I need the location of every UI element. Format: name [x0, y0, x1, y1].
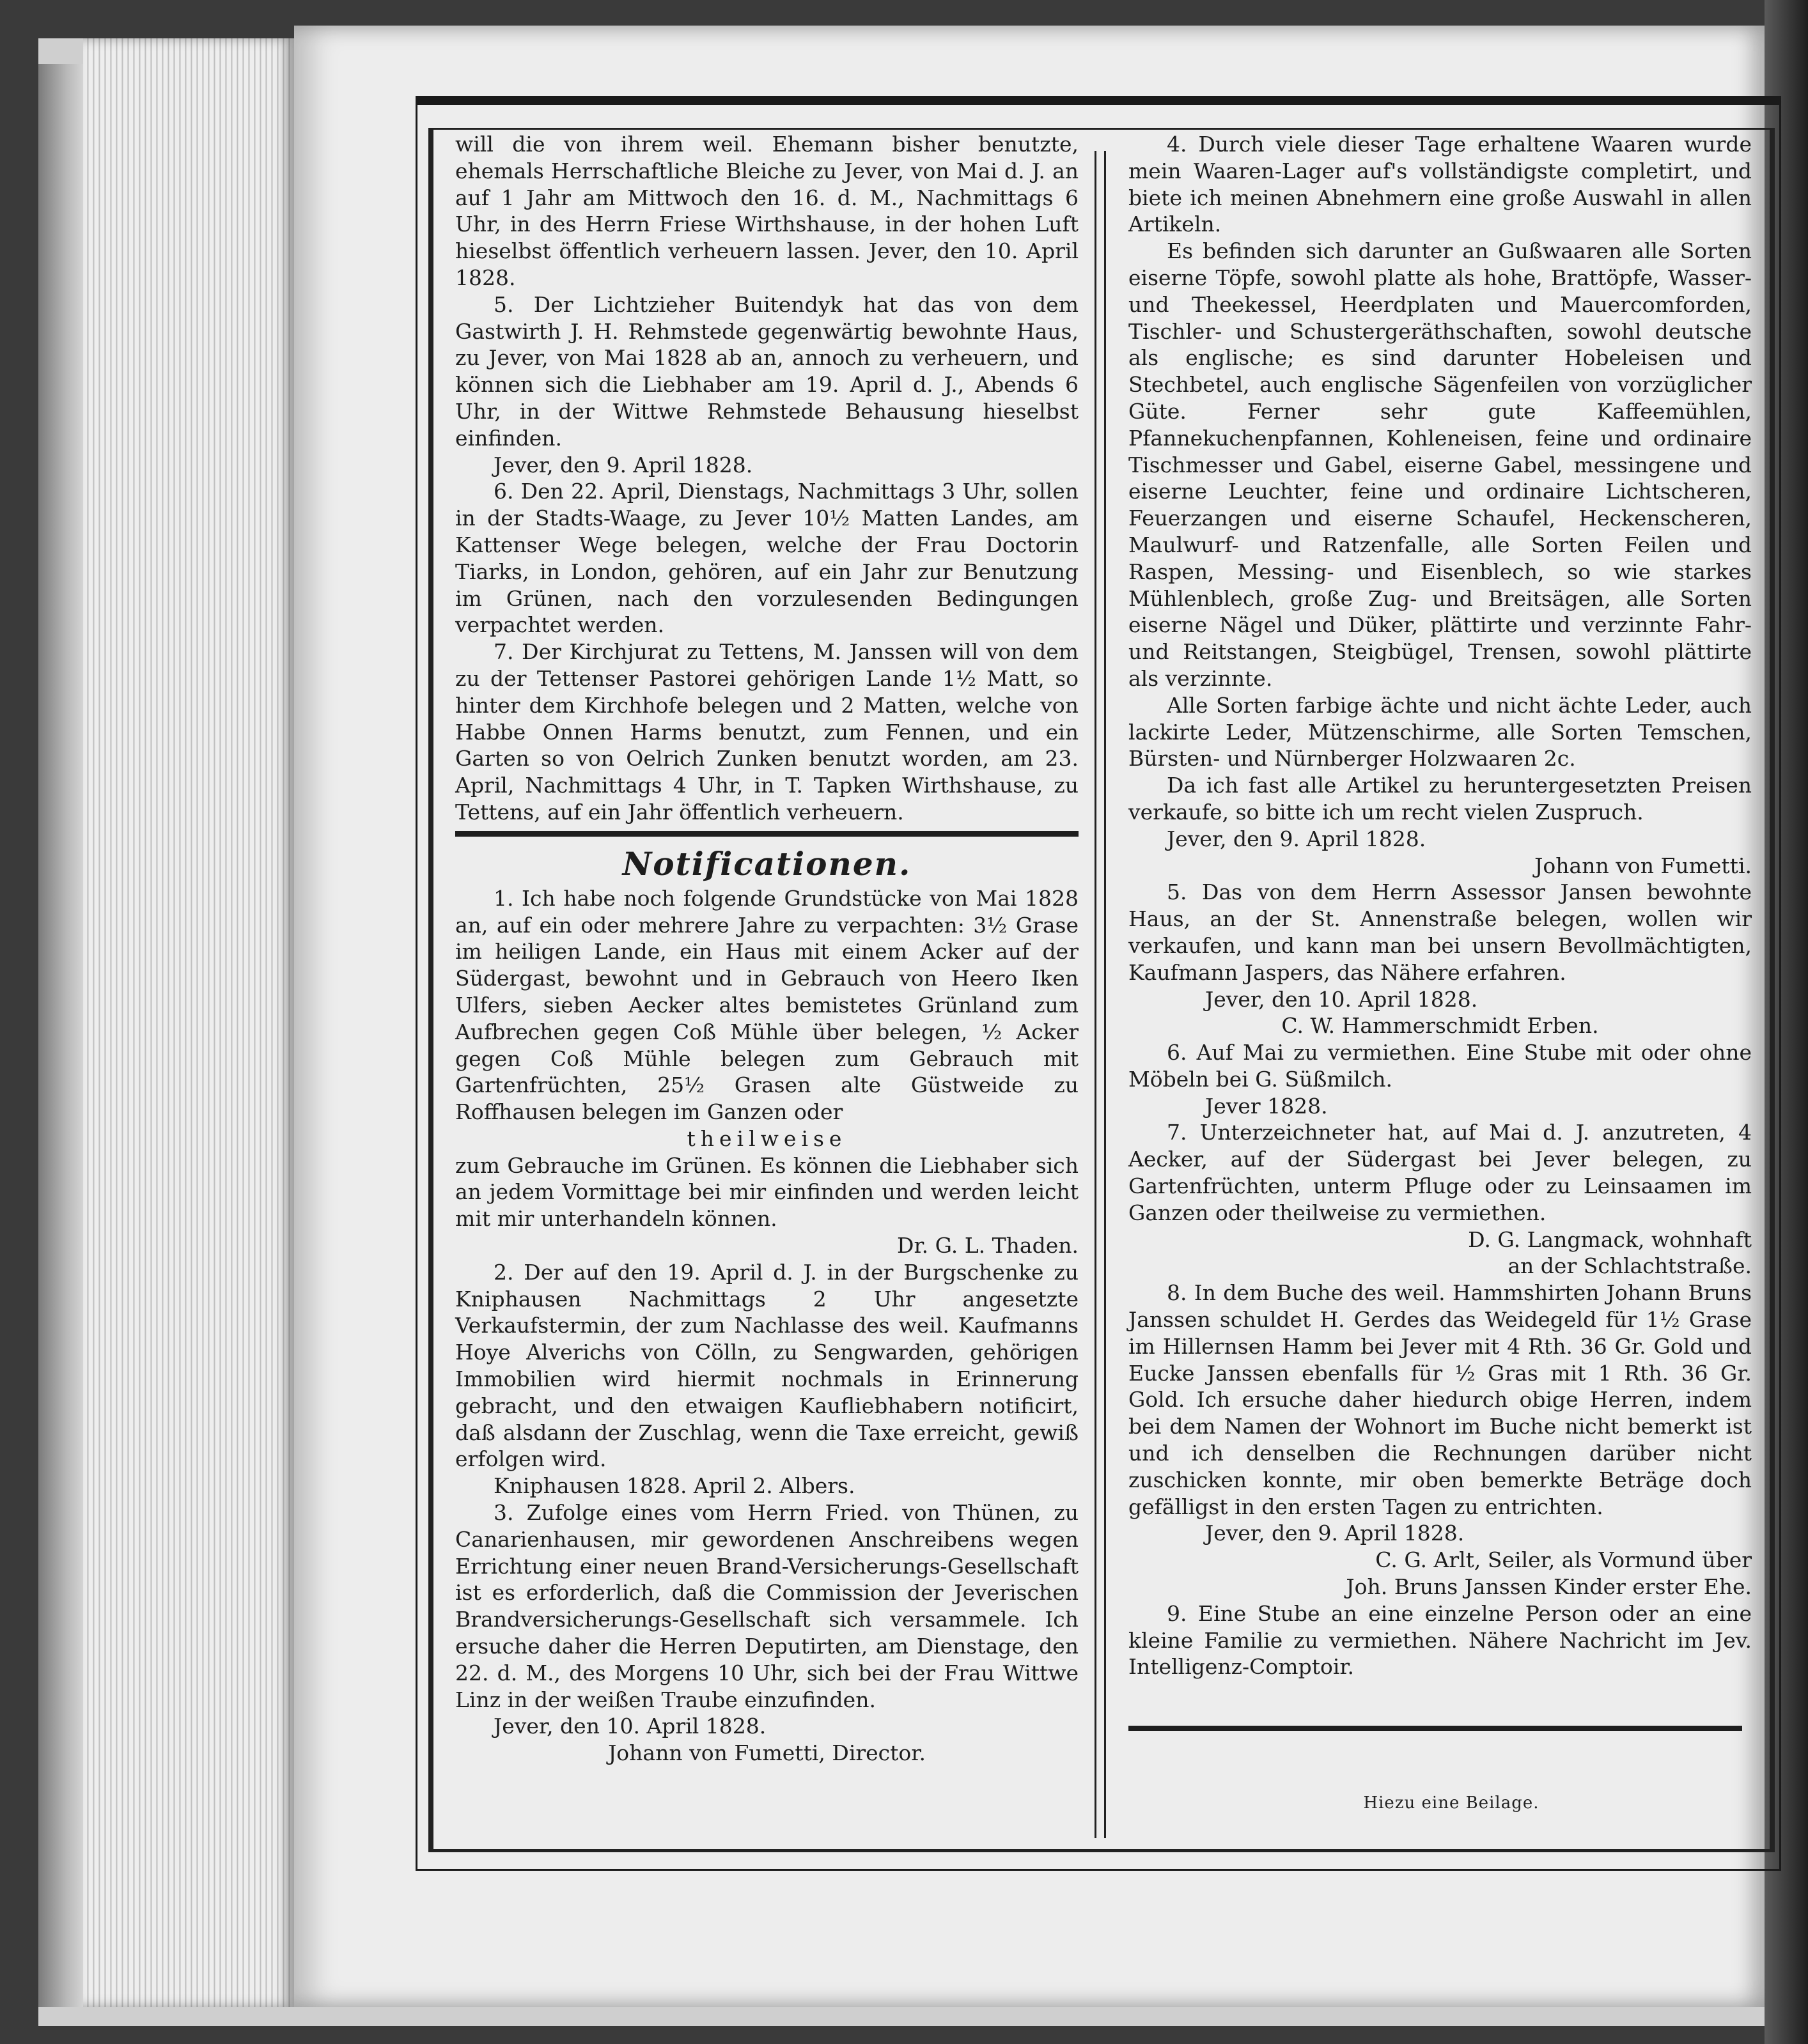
- notice-5: 5. Der Lichtzieher Buitendyk hat das von dem Gastwirth J. H. Rehmstede gegenwärtig bewohnte Haus, zu Jever, von Mai 1828 ab an, annoch zu verheuern, und können sich die Liebhaber am 19. April d. J., Abends 6 Uhr, in der Wittwe Rehmstede Behausung hieselbst einfinden.: [455, 291, 1079, 451]
- notification-1-spaced: theilweise: [687, 1126, 847, 1151]
- notification-2-signature: Kniphausen 1828. April 2. Albers.: [494, 1473, 855, 1499]
- notification-1: 1. Ich habe noch folgende Grundstücke von Mai 1828 an, auf ein oder mehrere Jahre zu verpachten: 3½ Grase im heiligen Lande, ein Haus mit einem Acker auf der Südergast, bewohnt und in Gebrauch von Heero Iken Ulfers, sieben Aecker altes bemistetes Grünland zum Aufbrechen gegen Coß Mühle über belegen, ½ Acker gegen Coß Mühle belegen zum Gebrauch mit Gartenfrüchten, 25½ Grasen alte Güstweide zu Roffhausen belegen im Ganzen oder: [455, 885, 1079, 1125]
- notification-4b: Es befinden sich darunter an Gußwaaren alle Sorten eiserne Töpfe, sowohl platte als hohe, Brattöpfe, Wasser- und Theekessel, Heerdplaten und Mauercomforden, Tischler- und Schustergeräthschaften, sowohl deutsche als englische; es sind darunter Hobeleisen und Stechbetel, auch englische Sägenfeilen von vorzüglicher Güte. Ferner sehr gute Kaffeemühlen, Pfannekuchenpfannen, Kohleneisen, feine und ordinaire Tischmesser und Gabel, eiserne Gabel, messingene und eiserne Leuchter, feine und ordinaire Lichtscheren, Feuerzangen und eiserne Schaufel, Heckenscheren, Maulwurf- und Ratzenfalle, alle Sorten Feilen und Raspen, Messing- und Eisenblech, so wie starkes Mühlenblech, große Zug- und Breitsägen, alle Sorten eiserne Nägel und Düker, plättirte und verzinnte Fahr- und Reitstangen, Steigbügel, Trensen, sowohl plättirte als verzinnte.: [1128, 238, 1752, 691]
- notification-4c: Alle Sorten farbige ächte und nicht ächte Leder, auch lackirte Leder, Mützenschirme, alle Sorten Temschen, Bürsten- und Nürnberger Holzwaaren 2c.: [1128, 692, 1752, 771]
- page-edges: [83, 38, 294, 2007]
- notification-1-cont: zum Gebrauche im Grünen. Es können die Liebhaber sich an jedem Vormittage bei mir einfinden und werden leicht mit mir unterhandeln können.: [455, 1152, 1079, 1232]
- column-divider: [1095, 151, 1106, 1838]
- notification-1-signature: Dr. G. L. Thaden.: [897, 1233, 1079, 1258]
- left-column: [455, 131, 1079, 1767]
- notification-9: 9. Eine Stube an eine einzelne Person oder an eine kleine Familie zu vermiethen. Nähere Nachricht im Jev. Intelligenz-Comptoir.: [1128, 1600, 1752, 1680]
- notification-7-address: an der Schlachtstraße.: [1508, 1253, 1752, 1279]
- section-heading: Notificationen.: [622, 844, 912, 883]
- notification-8-signature: C. G. Arlt, Seiler, als Vormund über: [1375, 1547, 1752, 1573]
- notification-7: 7. Unterzeichneter hat, auf Mai d. J. anzutreten, 4 Aecker, auf der Südergast bei Jever belegen, zu Gartenfrüchten, unterm Pfluge oder zu Leinsaamen im Ganzen oder theilweise zu vermiethen.: [1128, 1120, 1752, 1225]
- notification-3-date: Jever, den 10. April 1828.: [494, 1714, 767, 1739]
- notification-6: 6. Auf Mai zu vermiethen. Eine Stube mit oder ohne Möbeln bei G. Süßmilch.: [1128, 1040, 1752, 1092]
- bottom-rule: [1128, 1726, 1742, 1731]
- notification-6-date: Jever 1828.: [1205, 1093, 1328, 1119]
- notification-5: 5. Das von dem Herrn Assessor Jansen bewohnte Haus, an der St. Annenstraße belegen, wollen wir verkaufen, und kann man bei unsern Bevollmächtigten, Kaufmann Jaspers, das Nähere erfahren.: [1128, 879, 1752, 985]
- notification-8-date: Jever, den 9. April 1828.: [1205, 1521, 1465, 1546]
- notification-5-date: Jever, den 10. April 1828.: [1205, 986, 1478, 1012]
- notification-4d: Da ich fast alle Artikel zu heruntergesetzten Preisen verkaufe, so bitte ich um recht vielen Zuspruch.: [1128, 773, 1752, 825]
- notification-4-signature: Johann von Fumetti.: [1534, 853, 1752, 878]
- notice-7: 7. Der Kirchjurat zu Tettens, M. Janssen will von dem zu der Tettenser Pastorei gehörigen Lande 1½ Matt, so hinter dem Kirchhofe belegen und 2 Matten, welche von Habbe Onnen Harms benutzt, zum Fennen, und ein Garten so von Oelrich Zunken benutzt worden, am 23. April, Nachmittags 4 Uhr, in T. Tapken Wirthshause, zu Tettens, auf ein Jahr öffentlich verheuern.: [455, 639, 1079, 825]
- notice-continued: will die von ihrem weil. Ehemann bisher benutzte, ehemals Herrschaftliche Bleiche zu Jever, von Mai d. J. an auf 1 Jahr am Mittwoch den 16. d. M., Nachmittags 6 Uhr, in des Herrn Friese Wirthshause, in der hohen Luft hieselbst öffentlich verheuern lassen. Jever, den 10. April 1828.: [455, 132, 1079, 290]
- right-column: [1128, 131, 1752, 1680]
- notification-2: 2. Der auf den 19. April d. J. in der Burgschenke zu Kniphausen Nachmittags 2 Uhr angesetzte Verkaufstermin, der zum Nachlasse des weil. Kaufmanns Hoye Alverichs von Cölln, zu Sengwarden, gehörigen Immobilien wird hiermit nochmals in Erinnerung gebracht, und den etwaigen Kaufliebhabern notificirt, daß alsdann der Zuschlag, wenn die Taxe erreicht, gewiß erfolgen wird.: [455, 1259, 1079, 1472]
- notification-4-date: Jever, den 9. April 1828.: [1167, 826, 1426, 851]
- notification-4a: 4. Durch viele dieser Tage erhaltene Waaren wurde mein Waaren-Lager auf's vollständigste completirt, und biete ich meinen Abnehmern eine große Auswahl in allen Artikeln.: [1128, 132, 1752, 237]
- notification-3: 3. Zufolge eines vom Herrn Fried. von Thünen, zu Canarienhausen, mir gewordenen Anschreibens wegen Errichtung einer neuen Brand-Versicherungs-Gesellschaft ist es erforderlich, daß die Commission der Jeverischen Brandversicherungs-Gesellschaft sich versammele. Ich ersuche daher die Herren Deputirten, am Dienstage, den 22. d. M., des Morgens 10 Uhr, sich bei der Frau Wittwe Linz in der weißen Traube einzufinden.: [455, 1500, 1079, 1712]
- supplement-note: Hiezu eine Beilage.: [1363, 1793, 1539, 1813]
- notice-6: 6. Den 22. April, Dienstags, Nachmittags 3 Uhr, sollen in der Stadts-Waage, zu Jever 10½ Matten Landes, am Kattenser Wege belegen, welche der Frau Doctorin Tiarks, in London, gehören, auf ein Jahr zur Benutzung im Grünen, nach den vorzulesenden Bedingungen verpachtet werden.: [455, 479, 1079, 638]
- notification-8-signature-cont: Joh. Bruns Janssen Kinder erster Ehe.: [1346, 1574, 1752, 1600]
- notice-5-date: Jever, den 9. April 1828.: [494, 452, 753, 477]
- notification-7-signature: D. G. Langmack, wohnhaft: [1468, 1227, 1752, 1252]
- section-rule: [455, 831, 1079, 837]
- notification-5-signature: C. W. Hammerschmidt Erben.: [1281, 1013, 1599, 1039]
- notification-3-signature: Johann von Fumetti, Director.: [608, 1740, 926, 1766]
- book-spine: [38, 64, 86, 2007]
- notification-8: 8. In dem Buche des weil. Hammshirten Johann Bruns Janssen schuldet H. Gerdes das Weidegeld für 1½ Grase im Hillernsen Hamm bei Jever mit 4 Rth. 36 Gr. Gold und Eucke Janssen ebenfalls für ½ Gras mit 1 Rth. 36 Gr. Gold. Ich ersuche daher hiedurch obige Herren, indem bei dem Namen der Wohnort im Buche nicht bemerkt ist und ich denselben die Rechnungen darüber nicht zuschicken konnte, mir oben bemerkte Beträge doch gefälligst in den ersten Tagen zu entrichten.: [1128, 1280, 1752, 1519]
